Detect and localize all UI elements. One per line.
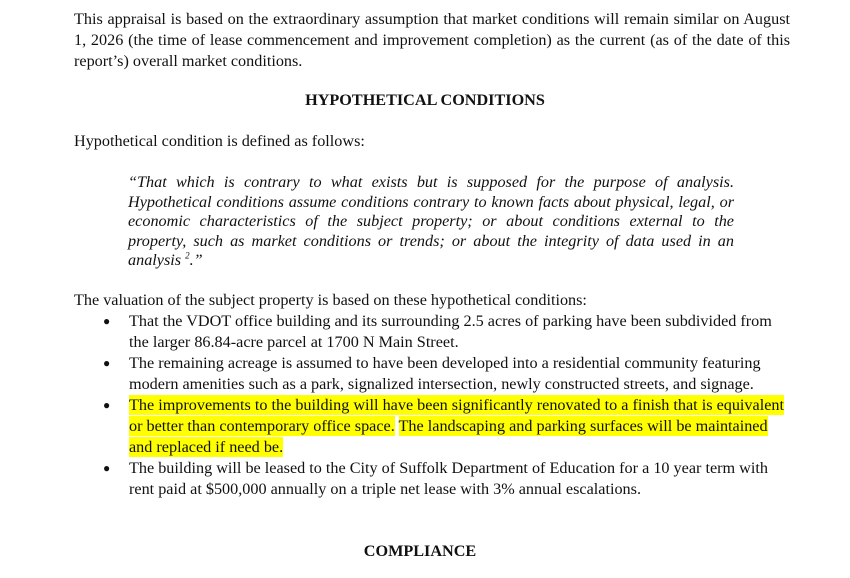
definition-quote-text: “That which is contrary to what exists but is supposed for the purpose of analysis. Hypothetical conditions assume conditions contrary to known facts about physical, legal, or economic characteristics of the subject property; or about conditions external to the property, such as market conditions or trends; or about the integrity of data used in an analysis [128,173,734,269]
list-item-text: The building will be leased to the City of Suffolk Department of Education for a 10 year term with rent paid at $500,000 annually on a triple net lease with 3% annual escalations. [129,459,768,498]
highlighted-text: The landscaping and parking surfaces will be maintained and replaced if need be. [129,417,768,456]
footnote-reference[interactable]: 2 [185,250,190,261]
list-item-highlighted [74,395,790,458]
bullet-icon: ● [103,398,111,412]
list-item-text [129,395,789,458]
bullet-icon: ● [103,356,111,370]
list-item [74,353,790,395]
list-item-text: That the VDOT office building and its surrounding 2.5 acres of parking have been subdivided from the larger 86.84-acre parcel at 1700 N Main Street. [129,312,772,351]
list-item [74,311,790,353]
definition-quote-closing: .” [189,251,203,269]
bullet-icon: ● [103,461,111,475]
valuation-intro-paragraph: The valuation of the subject property is based on these hypothetical conditions: [74,291,587,309]
compliance-heading: COMPLIANCE [363,542,477,560]
definition-quote [128,173,734,271]
highlighted-text: The improvements to the building will have been significantly renovated to a finish that is equivalent or better than contemporary office space. [129,396,784,435]
hypothetical-conditions-heading: HYPOTHETICAL CONDITIONS [305,91,545,109]
definition-intro-paragraph: Hypothetical condition is defined as follows: [74,132,365,150]
hypothetical-conditions-list [74,311,790,500]
list-item-text: The remaining acreage is assumed to have been developed into a residential community featuring modern amenities such as a park, signalized intersection, newly constructed streets, and signage. [129,354,761,393]
list-item [74,458,790,500]
bullet-icon: ● [103,314,111,328]
extraordinary-assumption-paragraph: This appraisal is based on the extraordinary assumption that market conditions will remain similar on August 1, 2026 (the time of lease commencement and improvement completion) as the current (as of the date of this report’s) overall market conditions. [74,10,790,70]
